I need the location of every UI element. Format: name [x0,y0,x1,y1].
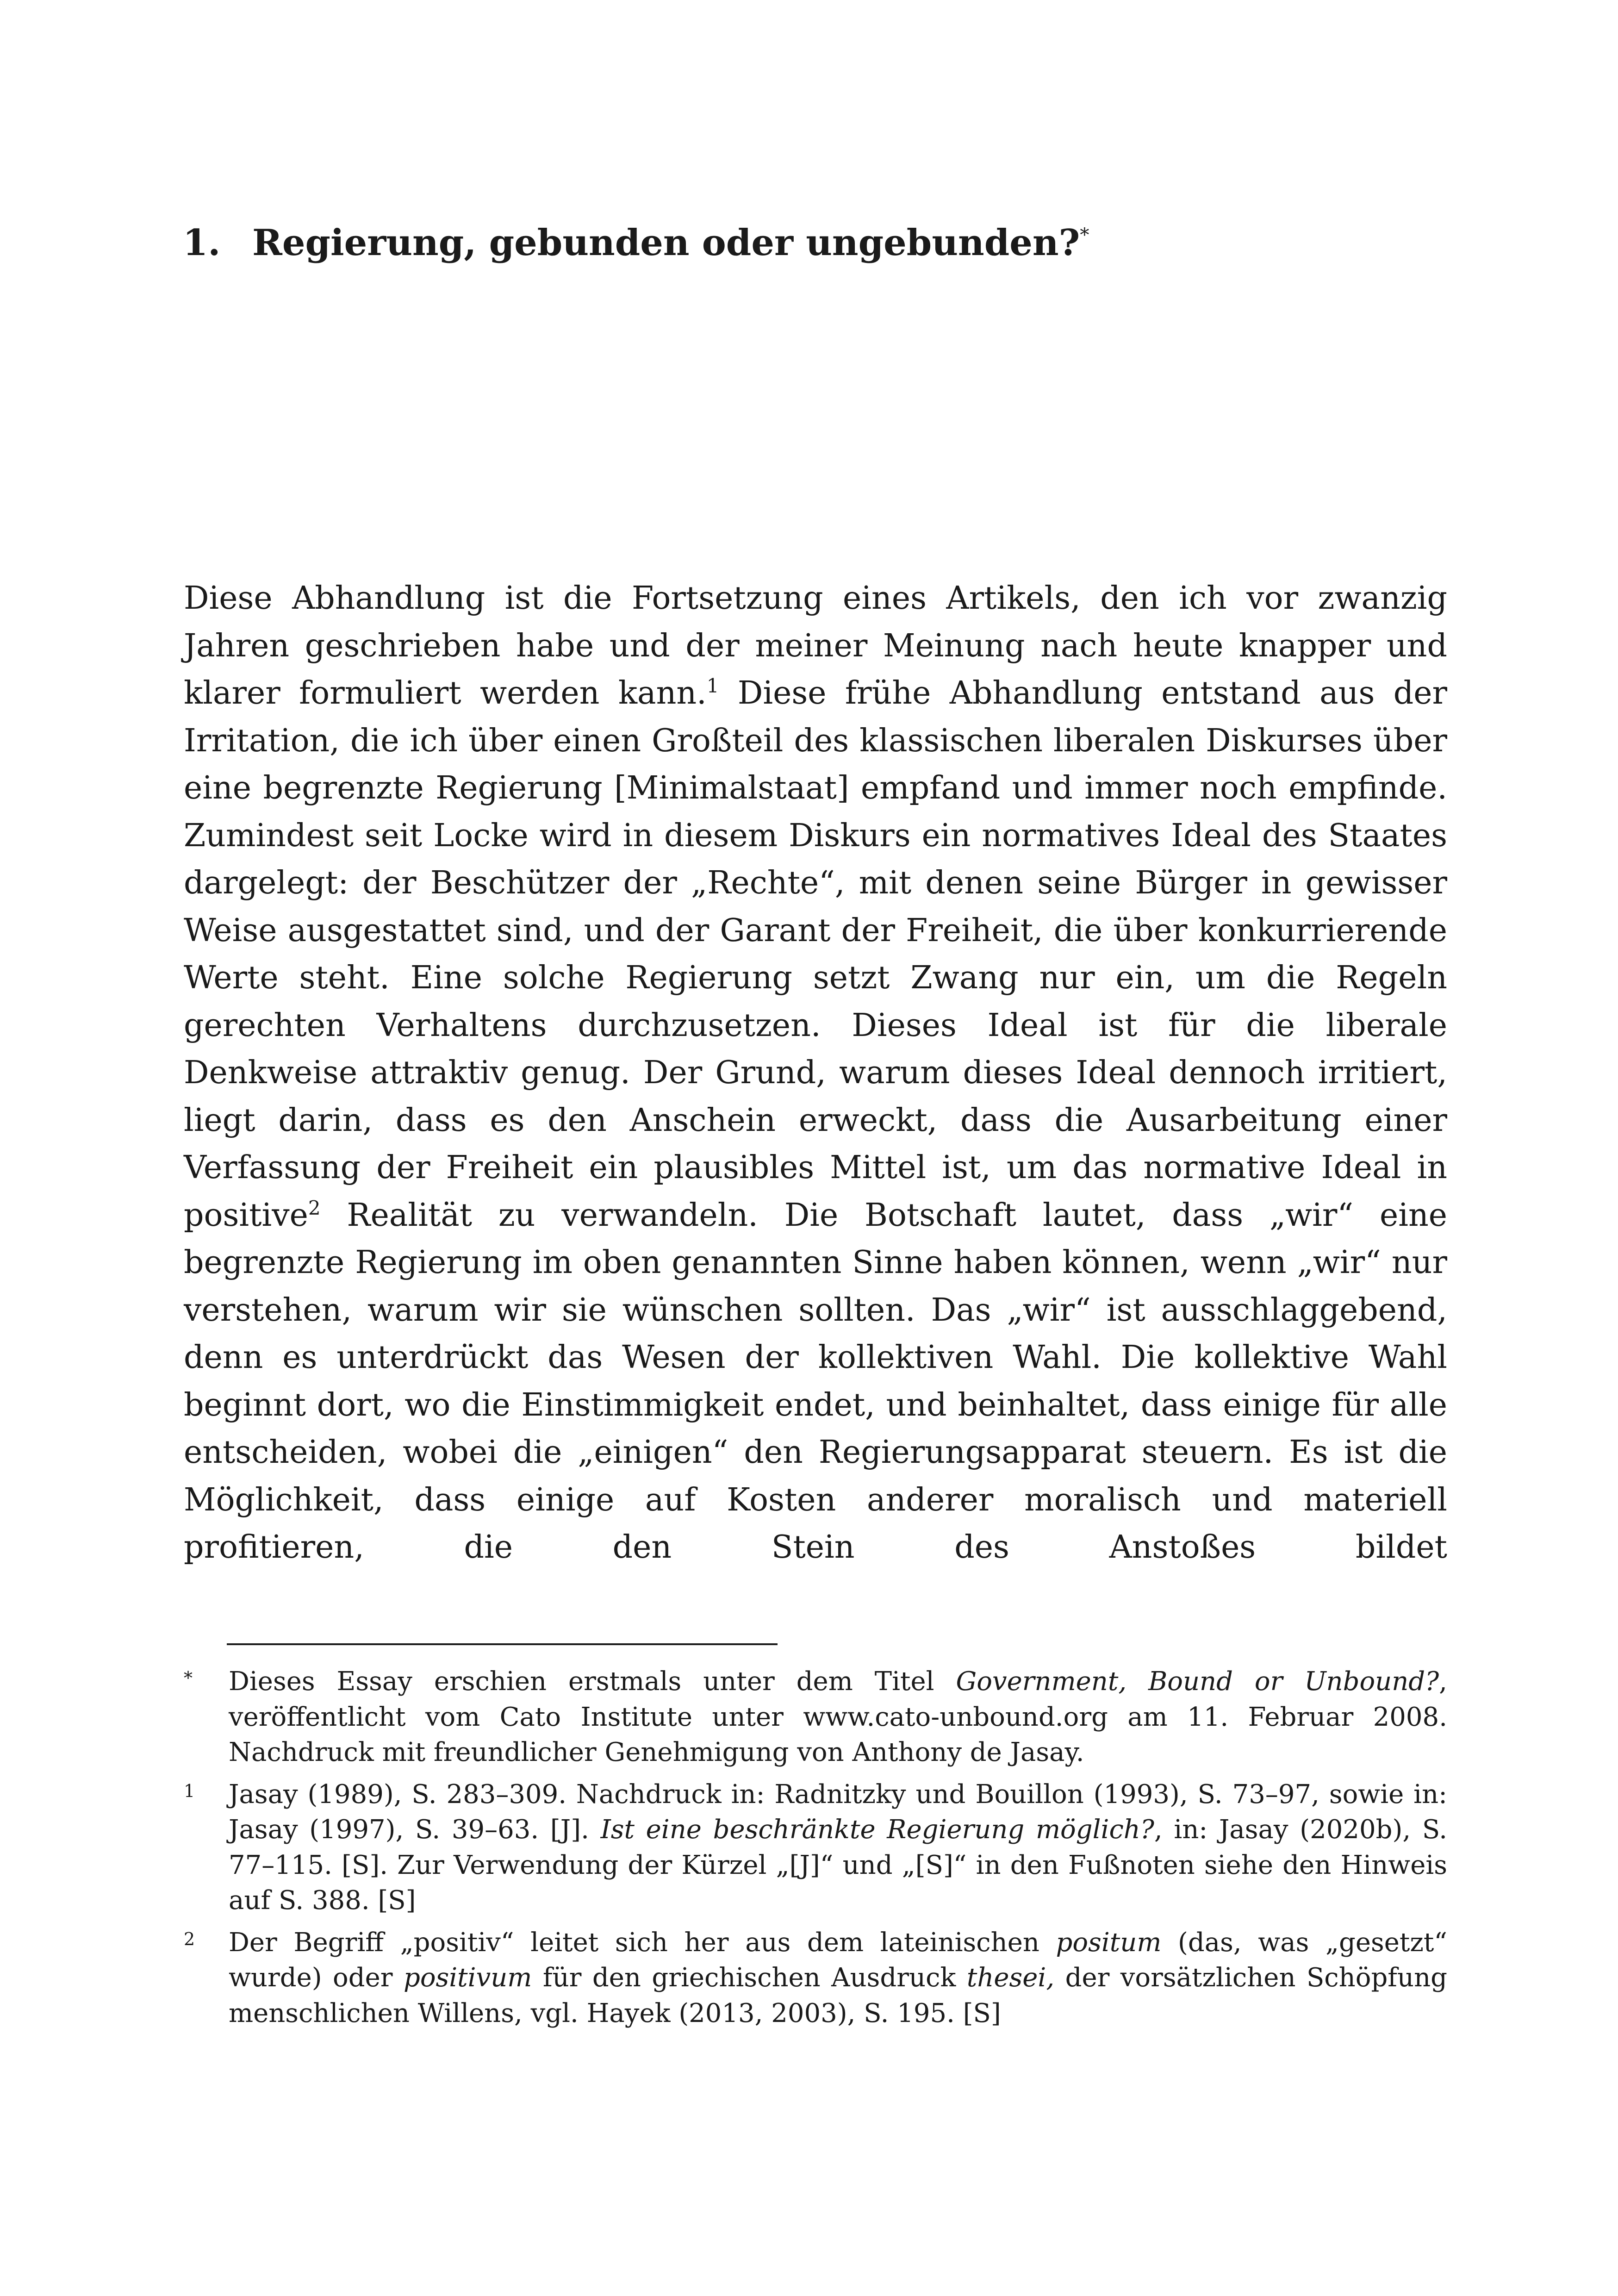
footnote-text: Der Begriff „positiv“ leitet sich her aus dem lateinischen [229,1927,1056,1958]
footnote-ref-2: 2 [308,1196,321,1219]
footnote-2 [184,1925,1447,2032]
chapter-number: 1. [183,222,221,264]
footnote-mark: * [184,1668,193,1688]
footnote-separator [227,1643,778,1645]
footnote-text: (das, was „gesetzt“ wurde) oder [229,1927,1447,1993]
footnote-ref-1: 1 [706,674,719,697]
footnote-text: der vorsätzlichen Schöpfung menschlichen Willens, vgl. Hayek (2013, 2003), S. 195. [S] [229,1963,1448,2028]
title-footnote-marker: * [1080,225,1089,246]
footnote-star [184,1664,1447,1771]
footnote-text: für den griechischen Ausdruck [532,1963,967,1993]
chapter-title: Regierung, gebunden oder ungebunden? [252,222,1080,264]
footnote-term-italic: thesei, [966,1963,1055,1993]
body-text-part-3: Realität zu verwandeln. Die Botschaft lautet, dass „wir“ eine begrenzte Regierung im oben genannten Sinne haben können, wenn „wir“ nur verstehen, warum wir sie wünschen sollten. Das „wir“ ist ausschlaggebend, denn es unterdrückt das Wesen der kollektiven Wahl. Die kollektive Wahl beginnt dort, wo die Einstimmigkeit endet, und beinhaltet, dass einige für alle entscheiden, wobei die „einigen“ den Regierungsapparat steuern. Es ist die Möglichkeit, dass einige auf Kosten anderer moralisch und materiell profitieren, die den Stein des Anstoßes bildet [184,1197,1447,1566]
footnote-text: Jasay (1989), S. 283–309. Nachdruck in: Radnitzky und Bouillon (1993), S. 73–97, sowie in: Jasay (1997), S. 39–63. [J]. [229,1779,1447,1845]
footnote-title-italic: Ist eine beschränkte Regierung möglich? [600,1815,1154,1845]
footnote-text: , veröffentlicht vom Cato Institute unter www.cato-unbound.org am 11. Februar 2008. Nachdruck mit freundlicher Genehmigung von Anthony de Jasay. [229,1666,1447,1767]
footnotes [184,1664,1447,2038]
footnote-mark: 1 [184,1780,195,1801]
footnote-mark: 2 [184,1928,195,1949]
footnote-text: Dieses Essay erschien erstmals unter dem Titel [229,1666,956,1697]
footnote-1 [184,1777,1447,1919]
body-text-part-2: Diese frühe Abhandlung entstand aus der Irritation, die ich über einen Großteil des klassischen liberalen Diskurses über eine begrenzte Regierung [Minimalstaat] empfand und immer noch empfinde. Zumindest seit Locke wird in diesem Diskurs ein normatives Ideal des Staates dargelegt: der Beschützer der „Rechte“, mit denen seine Bürger in gewisser Weise ausgestattet sind, und der Garant der Freiheit, die über konkurrierende Werte steht. Eine solche Regierung setzt Zwang nur ein, um die Regeln gerechten Verhaltens durchzusetzen. Dieses Ideal ist für die liberale Denkweise attraktiv genug. Der Grund, warum dieses Ideal dennoch irritiert, liegt darin, dass es den Anschein erweckt, dass die Ausarbeitung einer Verfassung der Freiheit ein plausibles Mittel ist, um das normative Ideal in positive [184,675,1447,1234]
chapter-heading [183,218,1432,268]
body-paragraph [184,575,1447,1572]
footnote-text: , in: Jasay (2020b), S. 77–115. [S]. Zur Verwendung der Kürzel „[J]“ und „[S]“ in den Fußnoten siehe den Hinweis auf S. 388. [S] [229,1815,1448,1915]
footnote-term-italic: positivum [403,1963,532,1993]
body-text-part-1: Diese Abhandlung ist die Fortsetzung eines Artikels, den ich vor zwanzig Jahren geschrieben habe und der meiner Meinung nach heute knapper und klarer formuliert werden kann. [184,580,1447,711]
footnote-title-italic: Government, Bound or Unbound? [956,1666,1439,1697]
footnote-term-italic: positum [1056,1927,1162,1958]
